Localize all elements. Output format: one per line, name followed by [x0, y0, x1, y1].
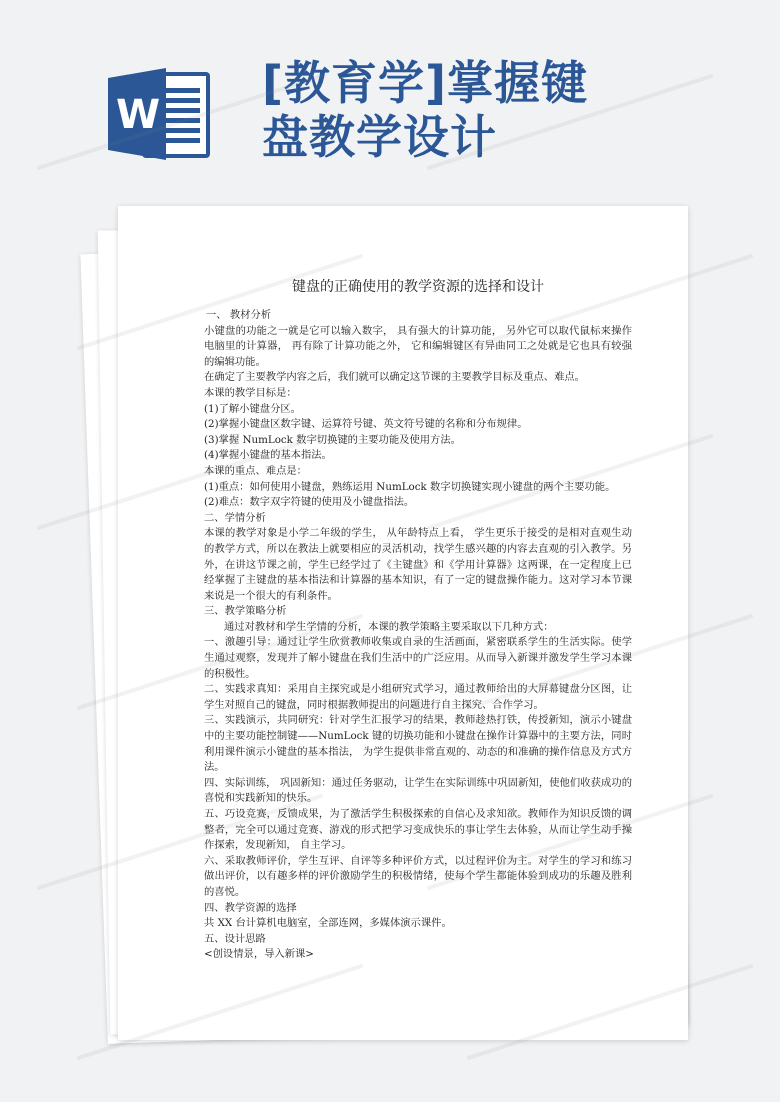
- word-document-icon: [108, 68, 212, 160]
- paragraph: 本课的教学目标是：: [204, 386, 297, 399]
- cover-title-line-2: 盘教学设计: [262, 110, 497, 164]
- document-title: 键盘的正确使用的教学资源的选择和设计: [292, 279, 544, 295]
- paragraph: 小键盘的功能之一就是它可以输入数字， 具有强大的计算功能， 另外它可以取代鼠标来操作电脑里的计算器， 再有除了计算功能之外， 它和编辑键区有异曲同工之处就是它也具有较强的编辑功能。: [204, 324, 632, 368]
- section-heading: 二、学情分析: [204, 511, 266, 524]
- list-item: (2)掌握小键盘区数字键、运算符号键、英文符号键的名称和分布规律。: [204, 418, 528, 431]
- paragraph: 通过对教材和学生学情的分析，本课的教学策略主要采取以下几种方式：: [224, 620, 554, 633]
- list-item: (4)掌握小键盘的基本指法。: [204, 449, 332, 462]
- cover-title-line-1: [教育学]掌握键: [262, 56, 589, 110]
- section-heading: 三、教学策略分析: [204, 605, 287, 618]
- section-heading: 五、设计思路: [204, 932, 266, 945]
- paragraph: 本课的教学对象是小学二年级的学生， 从年龄特点上看， 学生更乐于接受的是相对直观生动的教学方式，所以在教法上就要相应的灵活机动，找学生感兴趣的内容去直观的引入教学。另外，在讲这节课之前，学生已经学过了《主键盘》和《学用计算器》这两课，在一定程度上已经掌握了主键盘的基本指法和计算器的基本知识，有了一定的键盘操作能力。这对学习本节课来说是一个很大的有利条件。: [204, 527, 632, 602]
- paragraph: 六、采取教师评价，学生互评、自评等多种评价方式，以过程评价为主。对学生的学习和练习做出评价，以有趣多样的评价激励学生的积极情绪，使每个学生都能体验到成功的乐趣及胜利的喜悦。: [204, 854, 632, 898]
- paragraph: 三、实践演示，共同研究：针对学生汇报学习的结果，教师趁热打铁，传授新知，演示小键盘中的主要功能控制键——NumLock 键的切换功能和小键盘在操作计算器中的主要方法，同时利用课件演示小键盘的基本指法， 为学生提供非常直观的、动态的和准确的操作信息及方式方法。: [204, 714, 632, 774]
- cover-title: [262, 56, 762, 164]
- list-item: (3)掌握 NumLock 数字切换键的主要功能及使用方法。: [204, 433, 461, 446]
- paragraph: 五、巧设竞赛，反馈成果，为了激活学生积极探索的自信心及求知欲。教师作为知识反馈的调整者，完全可以通过竞赛、游戏的形式把学习变成快乐的事让学生去体验，从而让学生动手操作探索，发现新知， 自主学习。: [204, 808, 632, 852]
- list-item: (1)重点：如何使用小键盘，熟练运用 NumLock 数字切换键实现小键盘的两个主要功能。: [204, 480, 616, 493]
- paragraph: 二、实践求真知：采用自主探究或是小组研究式学习，通过教师给出的大屏幕键盘分区图，让学生对照自己的键盘，同时根据教师提出的问题进行自主探究、合作学习。: [204, 683, 632, 711]
- document-body: [204, 278, 632, 963]
- paragraph: 共 XX 台计算机电脑室，全部连网，多媒体演示课件。: [204, 917, 452, 930]
- svg-text:W: W: [116, 92, 161, 138]
- section-heading: 一、 教材分析: [206, 309, 272, 321]
- paragraph: 在确定了主要教学内容之后，我们就可以确定这节课的主要教学目标及重点、难点。: [204, 371, 585, 384]
- paragraph: 一、激趣引导：通过让学生欣赏教师收集或自录的生活画面，紧密联系学生的生活实际。使学生通过观察，发现并了解小键盘在我们生活中的广泛应用。从而导入新课并激发学生学习本课的积极性。: [204, 636, 632, 680]
- list-item: (1)了解小键盘分区。: [204, 402, 301, 415]
- paragraph: 本课的重点、难点是：: [204, 464, 307, 477]
- paragraph: 四、实际训练， 巩固新知：通过任务驱动，让学生在实际训练中巩固新知，使他们收获成功的喜悦和实践新知的快乐。: [204, 776, 632, 805]
- list-item: (2)难点：数字双字符键的使用及小键盘指法。: [204, 496, 415, 509]
- paragraph: <创设情景，导入新课>: [204, 948, 314, 961]
- section-heading: 四、教学资源的选择: [204, 901, 297, 914]
